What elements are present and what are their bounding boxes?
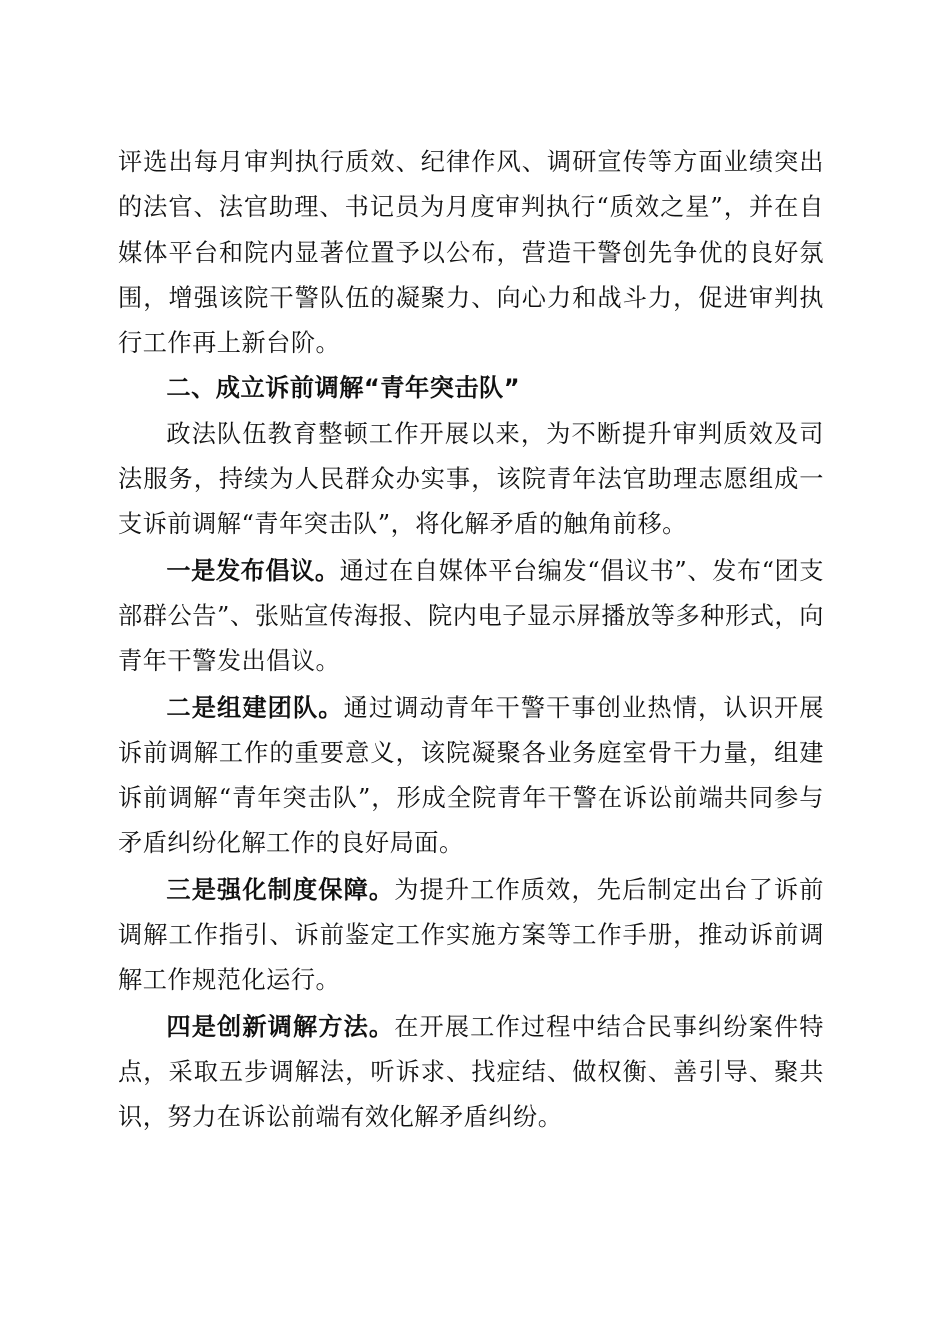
paragraph-item-4	[118, 1004, 824, 1141]
paragraph-intro: 政法队伍教育整顿工作开展以来，为不断提升审判质效及司法服务，持续为人民群众办实事，该院青年法官助理志愿组成一支诉前调解“青年突击队”，将化解矛盾的触角前移。	[118, 419, 824, 539]
paragraph-continuation: 评选出每月审判执行质效、纪律作风、调研宣传等方面业绩突出的法官、法官助理、书记员为月度审判执行“质效之星”，并在自媒体平台和院内显著位置予以公布，营造干警创先争优的良好氛围，增强该院干警队伍的凝聚力、向心力和战斗力，促进审判执行工作再上新台阶。	[118, 148, 824, 358]
item-body-4: 在开展工作过程中结合民事纠纷案件特点，采取五步调解法，听诉求、找症结、做权衡、善引导、聚共识，努力在诉讼前端有效化解矛盾纠纷。	[118, 1012, 824, 1132]
document-page	[118, 140, 824, 1141]
paragraph-item-2	[118, 685, 824, 867]
item-body-3: 为提升工作质效，先后制定出台了诉前调解工作指引、诉前鉴定工作实施方案等工作手册，推动诉前调解工作规范化运行。	[118, 875, 824, 995]
item-lead-4: 四是创新调解方法。	[166, 1011, 395, 1041]
item-lead-3: 三是强化制度保障。	[166, 874, 395, 904]
item-body-2: 通过调动青年干警干事创业热情，认识开展诉前调解工作的重要意义，该院凝聚各业务庭室骨干力量，组建诉前调解“青年突击队”，形成全院青年干警在诉讼前端共同参与矛盾纠纷化解工作的良好局面。	[118, 693, 824, 858]
paragraph-item-3	[118, 867, 824, 1004]
paragraph-item-1	[118, 548, 824, 685]
item-body-1: 通过在自媒体平台编发“倡议书”、发布“团支部群公告”、张贴宣传海报、院内电子显示屏播放等多种形式，向青年干警发出倡议。	[118, 556, 824, 676]
item-lead-2: 二是组建团队。	[166, 692, 344, 722]
section-heading: 二、成立诉前调解“青年突击队”	[166, 374, 521, 403]
item-lead-1: 一是发布倡议。	[166, 555, 340, 585]
